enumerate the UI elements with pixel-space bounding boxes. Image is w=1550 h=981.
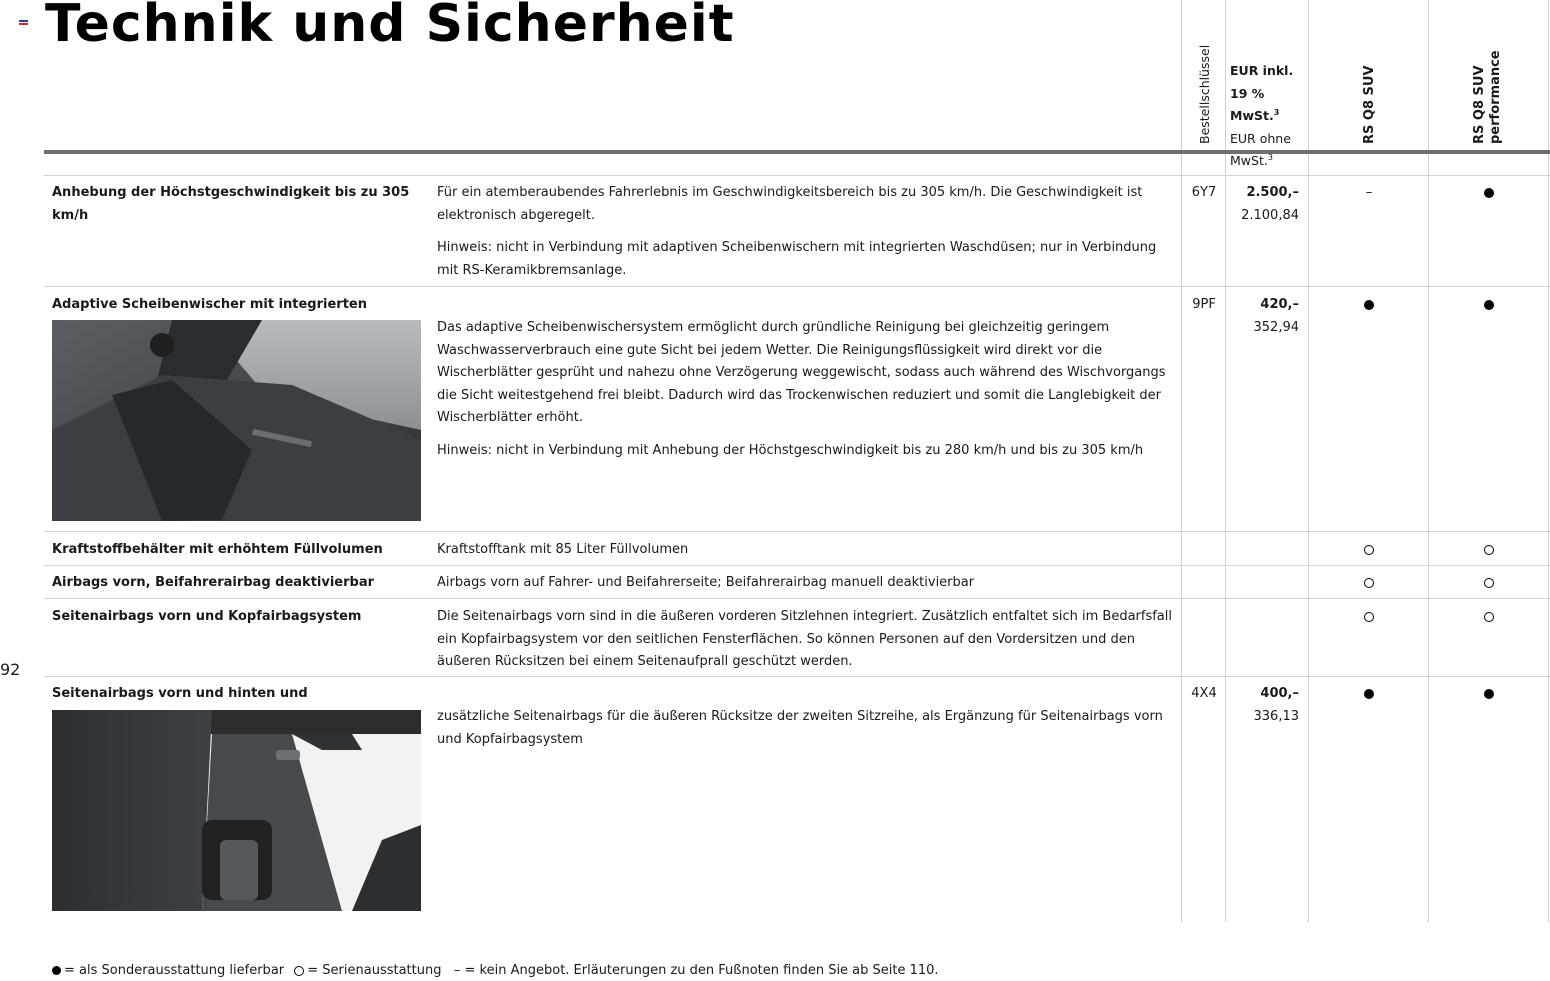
feature-name: Adaptive Scheibenwischer mit integrierten (52, 297, 367, 312)
feature-description: Für ein atemberaubendes Fahrerlebnis im Geschwindigkeitsbereich bis zu 305 km/h. Die Geschwindigkeit ist elektronisch abgeregelt. Hinweis: nicht in Verbindung mit adaptiven Scheibenwischern mit integrierten Waschdüsen; nur in Verbindung mit RS-Keramikbremsanlage. (437, 185, 1157, 278)
optional-dot-icon (1364, 689, 1374, 699)
column-header-price (1230, 60, 1308, 173)
feature-name: Anhebung der Höchstgeschwindigkeit bis zu 305 km/h (52, 185, 410, 223)
availability-model-2 (1429, 182, 1549, 205)
row-divider (44, 531, 1550, 532)
availability-model-1 (1309, 539, 1429, 562)
availability-model-2 (1429, 572, 1549, 595)
order-code: 9PF (1192, 297, 1216, 312)
availability-model-1 (1309, 606, 1429, 629)
availability-model-2 (1429, 539, 1549, 562)
standard-circle-icon (1484, 545, 1494, 555)
price-incl-label: EUR inkl. (1230, 63, 1294, 78)
column-header-model-2: RS Q8 SUV performance (1472, 50, 1503, 144)
optional-dot-icon (1484, 689, 1494, 699)
availability-model-2 (1429, 294, 1549, 317)
legend-none-symbol: – (453, 963, 461, 978)
column-header-order-key: Bestellschlüssel (1197, 44, 1212, 144)
order-code: 6Y7 (1191, 185, 1217, 200)
row-divider (44, 175, 1550, 176)
feature-name: Airbags vorn, Beifahrerairbag deaktivierbar (52, 575, 375, 590)
legend-standard: = Serienausstattung (307, 963, 442, 978)
row-divider (44, 676, 1550, 677)
column-divider (1225, 0, 1226, 922)
optional-dot-icon (1484, 188, 1494, 198)
optional-dot-icon (1364, 300, 1374, 310)
legend-optional: = als Sonderausstattung lieferbar (64, 963, 285, 978)
availability-model-2 (1429, 606, 1549, 629)
availability-model-1 (1309, 683, 1429, 706)
availability-model-1 (1309, 294, 1429, 317)
not-available-mark: – (1365, 185, 1373, 200)
header-rule (44, 150, 1550, 154)
standard-circle-icon (294, 966, 304, 976)
column-header-model-1: RS Q8 SUV (1362, 65, 1377, 144)
feature-description: Airbags vorn auf Fahrer- und Beifahrerseite; Beifahrerairbag manuell deaktivierbar (437, 575, 975, 590)
page-title: Technik und Sicherheit (45, 0, 735, 54)
optional-dot-icon (52, 966, 61, 975)
feature-description: zusätzliche Seitenairbags für die äußeren Rücksitze der zweiten Sitzreihe, als Ergänzung für Seitenairbags vorn und Kopfairbagsystem (437, 709, 1163, 747)
column-divider (1181, 0, 1182, 922)
feature-name: Seitenairbags vorn und hinten und (52, 686, 308, 701)
column-divider (1308, 0, 1309, 922)
column-divider (1548, 0, 1549, 922)
flag-icon (19, 20, 28, 25)
feature-name: Kraftstoffbehälter mit erhöhtem Füllvolumen (52, 542, 383, 557)
price-excl-label: EUR ohne (1230, 130, 1291, 146)
price: 420,– 352,94 (1253, 297, 1299, 335)
price: 400,– 336,13 (1253, 686, 1299, 724)
airbag-photo (52, 710, 421, 911)
availability-model-1 (1309, 182, 1429, 205)
feature-name: Seitenairbags vorn und Kopfairbagsystem (52, 609, 362, 624)
page-number: 92 (0, 660, 21, 679)
standard-circle-icon (1364, 612, 1374, 622)
feature-description: Das adaptive Scheibenwischersystem ermöglicht durch gründliche Reinigung bei gleichzeitig geringem Waschwasserverbrauch eine gute Sicht bei jedem Wetter. Die Reinigungsflüssigkeit wird direkt vor die Wischerblätter gesprüht und nahezu ohne Verzögerung weggewischt, sodass auch während des Wischvorgangs die Sicht weitestgehend frei bleibt. Dadurch wird das Trockenwischen reduziert und somit die Langlebigkeit der Wischerblätter erhöht. Hinweis: nicht in Verbindung mit Anhebung der Höchstgeschwindigkeit bis zu 280 km/h und bis zu 305 km/h (437, 320, 1166, 458)
standard-circle-icon (1484, 612, 1494, 622)
standard-circle-icon (1364, 578, 1374, 588)
order-code: 4X4 (1191, 686, 1217, 701)
price: 2.500,– 2.100,84 (1241, 185, 1299, 223)
legend (52, 963, 939, 978)
optional-dot-icon (1484, 300, 1494, 310)
column-divider (1428, 0, 1429, 922)
feature-description: Kraftstofftank mit 85 Liter Füllvolumen (437, 542, 689, 557)
price-incl-vat-label: 19 % MwSt.$^3$ (1230, 85, 1280, 123)
wiper-photo (52, 320, 421, 521)
standard-circle-icon (1364, 545, 1374, 555)
legend-none: = kein Angebot. Erläuterungen zu den Fußnoten finden Sie ab Seite 110. (464, 963, 939, 978)
row-divider (44, 565, 1550, 566)
price-excl-vat-label: MwSt.$^3$ (1230, 152, 1273, 168)
availability-model-2 (1429, 683, 1549, 706)
row-divider (44, 598, 1550, 599)
feature-description: Die Seitenairbags vorn sind in die äußeren vorderen Sitzlehnen integriert. Zusätzlich entfaltet sich im Bedarfsfall ein Kopfairbagsystem vor den seitlichen Fensterflächen. So können Personen auf den Vordersitzen und den äußeren Rücksitzen bei einem Seitenaufprall geschützt werden. (437, 609, 1173, 669)
availability-model-1 (1309, 572, 1429, 595)
standard-circle-icon (1484, 578, 1494, 588)
